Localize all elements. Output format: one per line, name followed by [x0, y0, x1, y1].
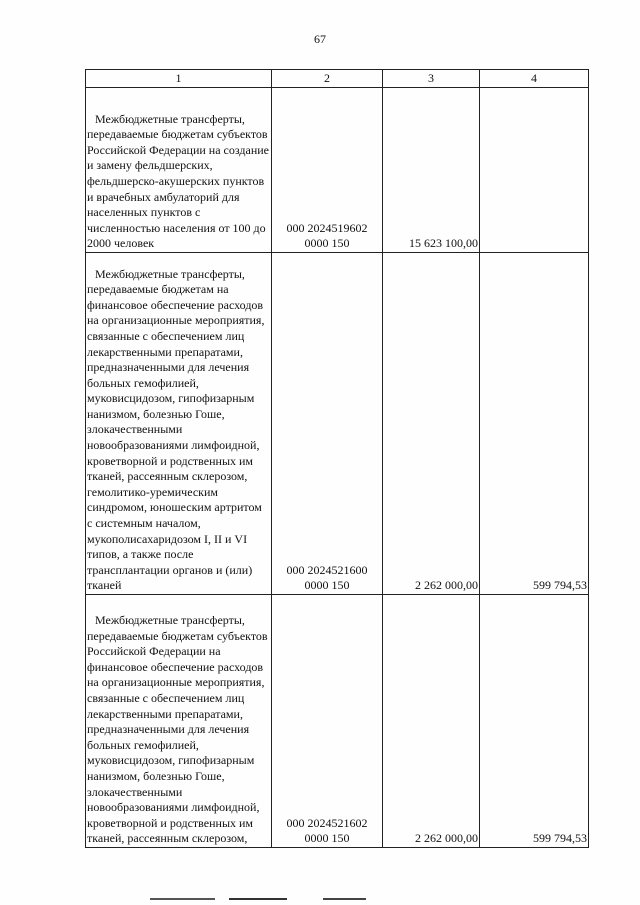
column-header-2: 2: [272, 70, 383, 88]
budget-table: [85, 69, 589, 848]
row-description: Межбюджетные трансферты, передаваемые бюджетам субъектов Российской Федерации на финансовое обеспечение расходов на организационные мероприятия, связанные с обеспечением лиц лекарственными препаратами, предназначенными для лечения больных гемофилией, муковисцидозом, гипофизарным нанизмом, болезнью Гоше, злокачественными новообразованиями лимфоидной, кроветворной и родственных им тканей, рассеянным склерозом,: [86, 595, 272, 848]
row-code: 000 2024519602 0000 150: [272, 88, 383, 253]
table-row: [86, 253, 589, 595]
page-number: 67: [314, 32, 326, 46]
row-amount: 2 262 000,00: [383, 253, 480, 595]
row-description: Межбюджетные трансферты, передаваемые бюджетам субъектов Российской Федерации на создание и замену фельдшерских, фельдшерско-акушерских пунктов и врачебных амбулаторий для населенных пунктов с численностью населения от 100 до 2000 человек: [86, 88, 272, 253]
row-description: Межбюджетные трансферты, передаваемые бюджетам на финансовое обеспечение расходов на организационные мероприятия, связанные с обеспечением лиц лекарственными препаратами, предназначенными для лечения больных гемофилией, муковисцидозом, гипофизарным нанизмом, болезнью Гоше, злокачественными новообразованиями лимфоидной, кроветворной и родственных им тканей, рассеянным склерозом, гемолитико-уремическим синдромом, юношеским артритом с системным началом, мукополисахаридозом I, II и VI типов, а также после трансплантации органов и (или) тканей: [86, 253, 272, 595]
column-header-4: 4: [480, 70, 589, 88]
table-row: [86, 595, 589, 848]
row-code: 000 2024521602 0000 150: [272, 595, 383, 848]
row-amount-2: 599 794,53: [480, 253, 589, 595]
table-header-row: [86, 70, 589, 88]
row-code: 000 2024521600 0000 150: [272, 253, 383, 595]
column-header-1: 1: [86, 70, 272, 88]
table-row: [86, 88, 589, 253]
row-amount: 2 262 000,00: [383, 595, 480, 848]
scan-edge-mark: [150, 898, 510, 900]
column-header-3: 3: [383, 70, 480, 88]
row-amount: 15 623 100,00: [383, 88, 480, 253]
row-amount-2: 599 794,53: [480, 595, 589, 848]
row-amount-2: [480, 88, 589, 253]
